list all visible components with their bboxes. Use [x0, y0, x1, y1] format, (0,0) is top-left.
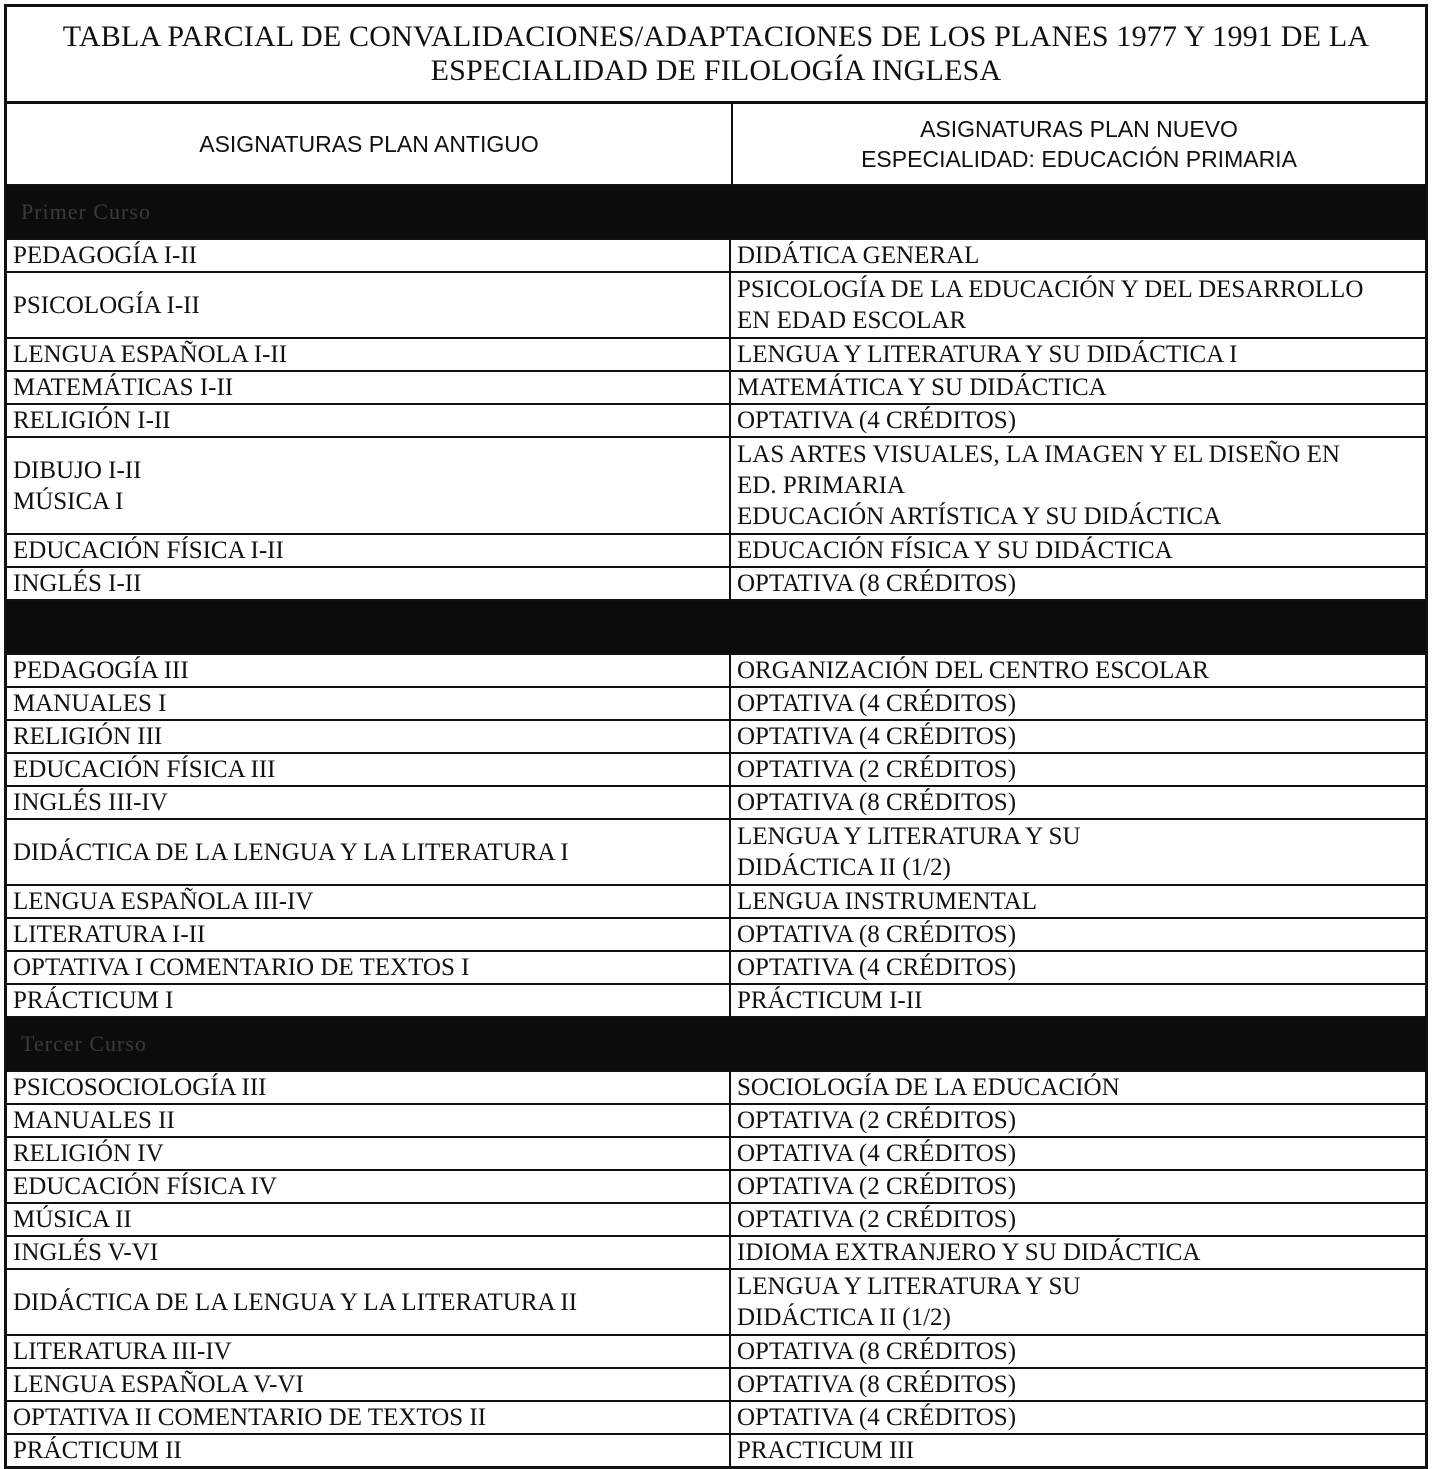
- table-row: [7, 919, 1425, 952]
- new-plan-subject: PSICOLOGÍA DE LA EDUCACIÓN Y DEL DESARROLLO: [737, 276, 1364, 303]
- old-plan-subject: PSICOSOCIOLOGÍA III: [13, 1074, 267, 1101]
- table-row: [7, 985, 1425, 1018]
- convalidation-table: [4, 4, 1428, 1469]
- new-plan-subject: OPTATIVA (4 CRÉDITOS): [737, 1404, 1017, 1431]
- old-plan-subject: OPTATIVA II COMENTARIO DE TEXTOS II: [13, 1404, 487, 1431]
- old-plan-cell: [7, 1237, 731, 1268]
- table-row: [7, 568, 1425, 601]
- old-plan-subject: MÚSICA I: [13, 487, 124, 515]
- new-plan-subject: DIDÁTICA GENERAL: [737, 242, 980, 269]
- column-header-new-plan-line2: ESPECIALIDAD: EDUCACIÓN PRIMARIA: [861, 146, 1297, 172]
- old-plan-cell: [7, 820, 731, 884]
- old-plan-subject: LITERATURA III-IV: [13, 1338, 232, 1365]
- new-plan-subject: OPTATIVA (4 CRÉDITOS): [737, 690, 1017, 717]
- new-plan-subject: OPTATIVA (8 CRÉDITOS): [737, 921, 1017, 948]
- old-plan-cell: [7, 438, 731, 533]
- new-plan-subject: OPTATIVA (2 CRÉDITOS): [737, 1206, 1017, 1233]
- old-plan-subject: PRÁCTICUM I: [13, 987, 174, 1014]
- table-row: [7, 1270, 1425, 1336]
- table-row: [7, 1171, 1425, 1204]
- old-plan-cell: [7, 1369, 731, 1400]
- column-header-row: [7, 104, 1425, 186]
- new-plan-cell: [731, 372, 1425, 403]
- new-plan-cell: [731, 438, 1425, 533]
- table-title-line1: TABLA PARCIAL DE CONVALIDACIONES/ADAPTACIONES DE LOS PLANES 1977 Y 1991 DE LA: [62, 20, 1370, 53]
- table-row: [7, 405, 1425, 438]
- new-plan-cell: [731, 688, 1425, 719]
- old-plan-cell: [7, 1270, 731, 1334]
- new-plan-subject: OPTATIVA (4 CRÉDITOS): [737, 954, 1017, 981]
- section-label: Primer Curso: [21, 199, 151, 224]
- old-plan-cell: [7, 985, 731, 1016]
- old-plan-subject: MÚSICA II: [13, 1206, 132, 1233]
- table-row: [7, 339, 1425, 372]
- new-plan-cell: [731, 1435, 1425, 1466]
- new-plan-subject: EN EDAD ESCOLAR: [737, 307, 967, 334]
- old-plan-subject: RELIGIÓN III: [13, 723, 163, 750]
- old-plan-subject: MATEMÁTICAS I-II: [13, 374, 234, 401]
- new-plan-cell: [731, 1204, 1425, 1235]
- new-plan-subject: OPTATIVA (2 CRÉDITOS): [737, 756, 1017, 783]
- table-row: [7, 721, 1425, 754]
- old-plan-cell: [7, 240, 731, 271]
- table-row: [7, 655, 1425, 688]
- old-plan-subject: EDUCACIÓN FÍSICA IV: [13, 1173, 277, 1200]
- old-plan-cell: [7, 535, 731, 566]
- section-band: [7, 1018, 1425, 1072]
- old-plan-subject: DIDÁCTICA DE LA LENGUA Y LA LITERATURA II: [13, 1288, 578, 1316]
- new-plan-cell: [731, 655, 1425, 686]
- old-plan-subject: LENGUA ESPAÑOLA I-II: [13, 341, 288, 368]
- new-plan-subject: PRÁCTICUM I-II: [737, 987, 923, 1014]
- old-plan-subject: PEDAGOGÍA III: [13, 657, 189, 684]
- new-plan-subject: DIDÁCTICA II (1/2): [737, 854, 951, 881]
- column-header-old-plan: [7, 104, 733, 184]
- table-row: [7, 1402, 1425, 1435]
- table-title: [7, 7, 1425, 104]
- old-plan-cell: [7, 1336, 731, 1367]
- table-row: [7, 754, 1425, 787]
- new-plan-cell: [731, 1402, 1425, 1433]
- table-title-line2: ESPECIALIDAD DE FILOLOGÍA INGLESA: [430, 54, 1002, 87]
- table-row: [7, 820, 1425, 886]
- new-plan-cell: [731, 886, 1425, 917]
- new-plan-cell: [731, 985, 1425, 1016]
- old-plan-cell: [7, 1171, 731, 1202]
- old-plan-cell: [7, 1435, 731, 1466]
- new-plan-cell: [731, 240, 1425, 271]
- section-band: [7, 601, 1425, 655]
- old-plan-cell: [7, 919, 731, 950]
- new-plan-subject: ED. PRIMARIA: [737, 472, 906, 499]
- new-plan-cell: [731, 1270, 1425, 1334]
- old-plan-subject: INGLÉS I-II: [13, 570, 142, 597]
- old-plan-subject: LITERATURA I-II: [13, 921, 206, 948]
- old-plan-subject: OPTATIVA I COMENTARIO DE TEXTOS I: [13, 954, 470, 981]
- new-plan-cell: [731, 919, 1425, 950]
- table-row: [7, 1072, 1425, 1105]
- old-plan-cell: [7, 1402, 731, 1433]
- new-plan-cell: [731, 568, 1425, 599]
- table-row: [7, 1237, 1425, 1270]
- new-plan-subject: DIDÁCTICA II (1/2): [737, 1304, 951, 1331]
- old-plan-cell: [7, 688, 731, 719]
- new-plan-cell: [731, 1369, 1425, 1400]
- new-plan-subject: EDUCACIÓN FÍSICA Y SU DIDÁCTICA: [737, 537, 1173, 564]
- old-plan-cell: [7, 339, 731, 370]
- old-plan-cell: [7, 886, 731, 917]
- old-plan-subject: PSICOLOGÍA I-II: [13, 291, 200, 319]
- table-row: [7, 952, 1425, 985]
- new-plan-cell: [731, 405, 1425, 436]
- new-plan-cell: [731, 721, 1425, 752]
- new-plan-subject: SOCIOLOGÍA DE LA EDUCACIÓN: [737, 1074, 1120, 1101]
- old-plan-subject: RELIGIÓN I-II: [13, 407, 171, 434]
- new-plan-subject: IDIOMA EXTRANJERO Y SU DIDÁCTICA: [737, 1239, 1201, 1266]
- new-plan-cell: [731, 273, 1425, 337]
- table-row: [7, 1369, 1425, 1402]
- old-plan-cell: [7, 273, 731, 337]
- new-plan-cell: [731, 339, 1425, 370]
- old-plan-subject: LENGUA ESPAÑOLA III-IV: [13, 888, 314, 915]
- new-plan-subject: OPTATIVA (8 CRÉDITOS): [737, 789, 1017, 816]
- section-band: [7, 186, 1425, 240]
- new-plan-cell: [731, 1237, 1425, 1268]
- new-plan-subject: OPTATIVA (8 CRÉDITOS): [737, 1338, 1017, 1365]
- table-row: [7, 787, 1425, 820]
- old-plan-cell: [7, 787, 731, 818]
- old-plan-cell: [7, 568, 731, 599]
- new-plan-subject: LENGUA Y LITERATURA Y SU DIDÁCTICA I: [737, 341, 1238, 368]
- old-plan-subject: MANUALES I: [13, 690, 167, 717]
- new-plan-cell: [731, 820, 1425, 884]
- new-plan-subject: OPTATIVA (2 CRÉDITOS): [737, 1107, 1017, 1134]
- table-row: [7, 438, 1425, 535]
- new-plan-cell: [731, 1336, 1425, 1367]
- table-row: [7, 1105, 1425, 1138]
- old-plan-cell: [7, 1105, 731, 1136]
- column-header-new-plan-line1: ASIGNATURAS PLAN NUEVO: [920, 116, 1238, 142]
- new-plan-cell: [731, 1105, 1425, 1136]
- new-plan-subject: LENGUA INSTRUMENTAL: [737, 888, 1038, 915]
- old-plan-cell: [7, 372, 731, 403]
- table-row: [7, 1435, 1425, 1466]
- table-row: [7, 372, 1425, 405]
- table-row: [7, 1336, 1425, 1369]
- new-plan-cell: [731, 1072, 1425, 1103]
- old-plan-subject: INGLÉS V-VI: [13, 1239, 159, 1266]
- table-row: [7, 535, 1425, 568]
- old-plan-subject: DIDÁCTICA DE LA LENGUA Y LA LITERATURA I: [13, 838, 569, 866]
- new-plan-subject: PRACTICUM III: [737, 1437, 915, 1464]
- old-plan-cell: [7, 952, 731, 983]
- table-row: [7, 273, 1425, 339]
- new-plan-subject: OPTATIVA (2 CRÉDITOS): [737, 1173, 1017, 1200]
- new-plan-subject: OPTATIVA (4 CRÉDITOS): [737, 1140, 1017, 1167]
- new-plan-cell: [731, 754, 1425, 785]
- new-plan-cell: [731, 535, 1425, 566]
- new-plan-subject: OPTATIVA (4 CRÉDITOS): [737, 407, 1017, 434]
- old-plan-subject: EDUCACIÓN FÍSICA I-II: [13, 537, 284, 564]
- table-row: [7, 1138, 1425, 1171]
- section-label: Tercer Curso: [21, 1031, 147, 1056]
- old-plan-subject: INGLÉS III-IV: [13, 789, 168, 816]
- old-plan-subject: MANUALES II: [13, 1107, 175, 1134]
- new-plan-cell: [731, 787, 1425, 818]
- new-plan-subject: OPTATIVA (8 CRÉDITOS): [737, 1371, 1017, 1398]
- new-plan-cell: [731, 1138, 1425, 1169]
- old-plan-cell: [7, 405, 731, 436]
- old-plan-cell: [7, 754, 731, 785]
- new-plan-subject: OPTATIVA (8 CRÉDITOS): [737, 570, 1017, 597]
- old-plan-subject: PRÁCTICUM II: [13, 1437, 182, 1464]
- table-row: [7, 688, 1425, 721]
- old-plan-subject: EDUCACIÓN FÍSICA III: [13, 756, 276, 783]
- old-plan-cell: [7, 655, 731, 686]
- column-header-old-plan-label: ASIGNATURAS PLAN ANTIGUO: [199, 131, 539, 157]
- new-plan-subject: LENGUA Y LITERATURA Y SU: [737, 1273, 1081, 1300]
- old-plan-cell: [7, 1072, 731, 1103]
- old-plan-subject: RELIGIÓN IV: [13, 1140, 164, 1167]
- old-plan-subject: LENGUA ESPAÑOLA V-VI: [13, 1371, 304, 1398]
- old-plan-cell: [7, 1138, 731, 1169]
- old-plan-cell: [7, 721, 731, 752]
- column-header-new-plan: [733, 104, 1425, 184]
- new-plan-cell: [731, 952, 1425, 983]
- new-plan-cell: [731, 1171, 1425, 1202]
- new-plan-subject: LENGUA Y LITERATURA Y SU: [737, 823, 1081, 850]
- new-plan-subject: MATEMÁTICA Y SU DIDÁCTICA: [737, 374, 1107, 401]
- old-plan-cell: [7, 1204, 731, 1235]
- new-plan-subject: OPTATIVA (4 CRÉDITOS): [737, 723, 1017, 750]
- new-plan-subject: ORGANIZACIÓN DEL CENTRO ESCOLAR: [737, 657, 1209, 684]
- old-plan-subject: DIBUJO I-II: [13, 456, 142, 484]
- table-row: [7, 240, 1425, 273]
- table-row: [7, 1204, 1425, 1237]
- new-plan-subject: LAS ARTES VISUALES, LA IMAGEN Y EL DISEÑO EN: [737, 441, 1340, 468]
- old-plan-subject: PEDAGOGÍA I-II: [13, 242, 197, 269]
- new-plan-subject: EDUCACIÓN ARTÍSTICA Y SU DIDÁCTICA: [737, 503, 1222, 530]
- table-body: [7, 186, 1425, 1466]
- table-row: [7, 886, 1425, 919]
